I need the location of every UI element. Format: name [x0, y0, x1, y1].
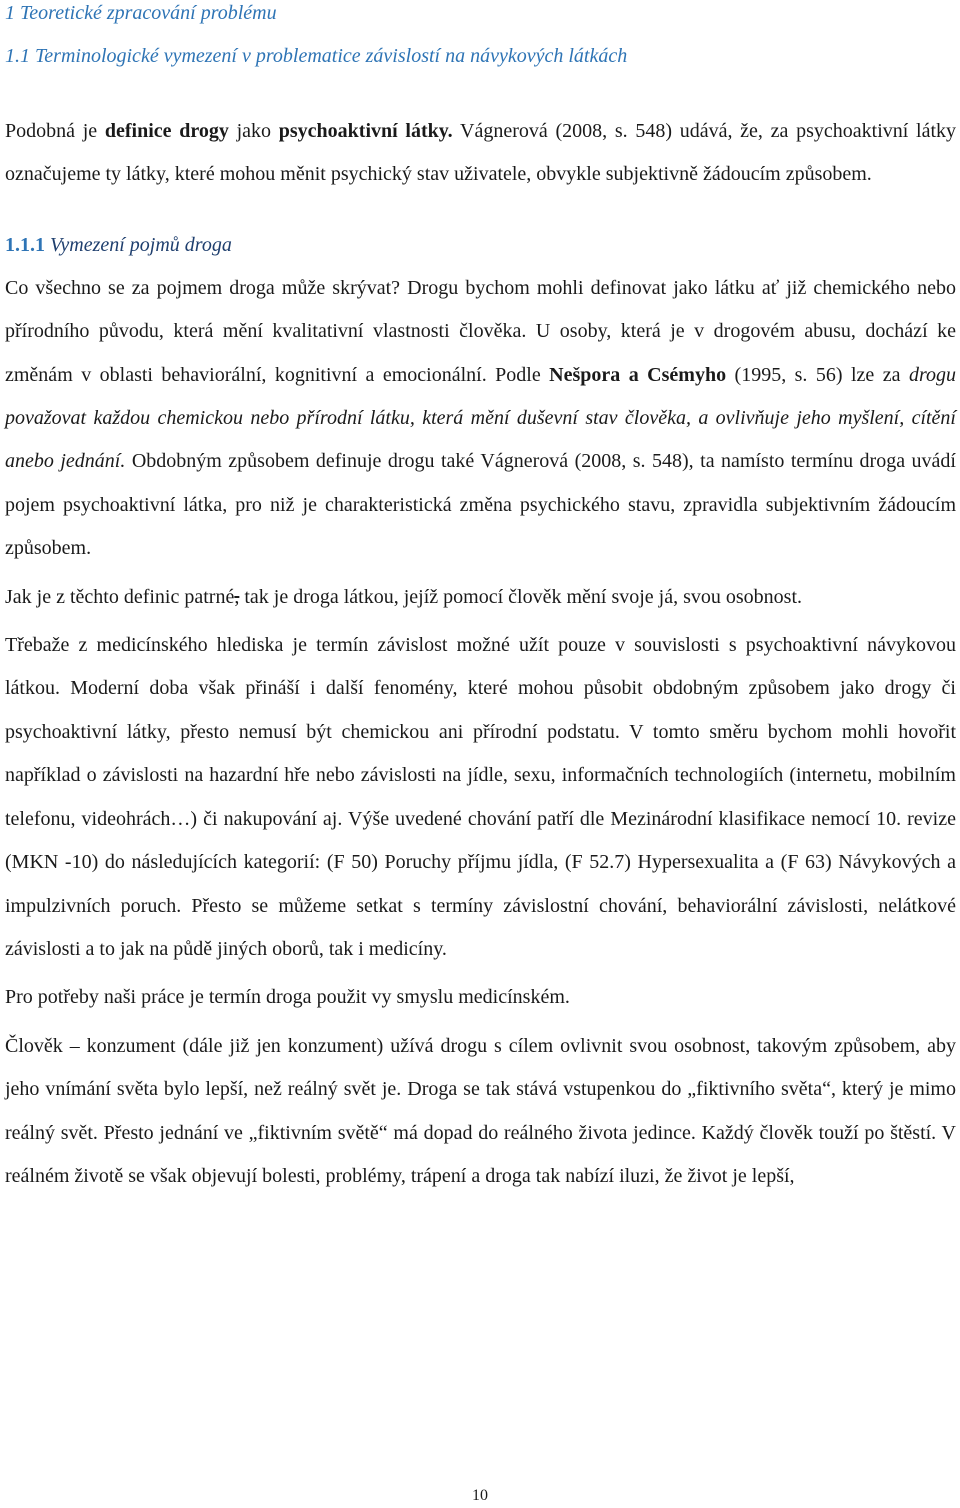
paragraph-conclusion: [5, 576, 956, 619]
text-run: Obdobným způsobem definuje drogu také Vágnerová (2008, s. 548), ta namísto termínu droga uvádí pojem psychoaktivní látka, pro niž je charakteristická změna psychického stavu, zpravidla subjektivním žádoucím způsobem.: [5, 450, 956, 560]
bold-term-psychoactive: psychoaktivní látky.: [278, 120, 453, 142]
text-run: Vágnerová (2008, s. 548) udává, že, za psychoaktivní látky označujeme ty látky, které mohou měnit psychický stav uživatele, obvykle subjektivně žádoucím způsobem.: [5, 120, 957, 186]
document-page: [5, 0, 956, 1198]
text-run: jako: [228, 120, 279, 142]
text-run: tak je droga látkou, jejíž pomocí člověk mění svoje já, svou osobnost.: [239, 585, 803, 608]
paragraph-psychoactive-definition: [5, 110, 956, 197]
bold-author-citation: Nešpora a Csémyho: [549, 363, 727, 386]
paragraph-drug-definition: [5, 267, 956, 571]
italic-quote: drogu považovat každou chemickou nebo přírodní látku, která mění duševní stav člověka, a ovlivňuje jeho myšlení, cítění anebo jednání.: [5, 363, 956, 473]
subsection-title: Vymezení pojmů droga: [45, 233, 232, 256]
struck-comma: ,: [234, 585, 240, 608]
text-run: Jak je z těchto definic patrné: [5, 585, 235, 608]
subsection-heading: [5, 233, 956, 257]
text-run: Podobná je: [5, 120, 105, 142]
text-run: (1995, s. 56) lze za: [726, 363, 909, 386]
bold-term-drug-definition: definice drogy: [104, 120, 229, 142]
paragraph-medical-sense: Pro potřeby naši práce je termín droga použit vy smyslu medicínském.: [5, 986, 570, 1009]
subsection-number: 1.1.1: [5, 233, 45, 256]
page-number: 10: [472, 1487, 488, 1504]
paragraph-behavioral-addiction: Třebaže z medicínského hlediska je termín závislost možné užít pouze v souvislosti s psychoaktivní návykovou látkou. Moderní doba však přináší i další fenomény, které mohou působit obdobným způsobem jako drogy či psychoaktivní látky, přesto nemusí být chemickou ani přírodní podstatu. V tomto směru bychom mohli hovořit například o závislosti na hazardní hře nebo závislosti na jídle, sexu, informačních technologiích (internetu, mobilním telefonu, videohrách…) či nakupování aj. Výše uvedené chování patří dle Mezinárodní klasifikace nemocí 10. revize (MKN -10) do následujících kategorií: (F 50) Poruchy příjmu jídla, (F 52.7) Hypersexualita a (F 63) Návykových a impulzivních poruch. Přesto se můžeme setkat s termíny závislostní chování, behaviorální závislosti, nelátkové závislosti a to jak na půdě jiných oborů, tak i medicíny.: [5, 634, 956, 960]
section-heading: 1.1 Terminologické vymezení v problematice závislostí na návykových látkách: [5, 45, 628, 67]
paragraph-consumer: Člověk – konzument (dále již jen konzument) užívá drogu s cílem ovlivnit svou osobnost, takovým způsobem, aby jeho vnímání světa bylo lepší, než reálný svět je. Droga se tak stává vstupenkou do „fiktivního světa“, který je mimo reálný svět. Přesto jednání ve „fiktivním světě“ má dopad do reálného života jedince. Každý člověk touží po štěstí. V reálném životě se však objevují bolesti, problémy, trápení a droga tak nabízí iluzi, že život je lepší,: [5, 1034, 956, 1187]
chapter-heading: 1 Teoretické zpracování problému: [5, 2, 277, 24]
text-run: Co všechno se za pojmem droga může skrývat? Drogu bychom mohli definovat jako látku ať již chemického nebo přírodního původu, která mění kvalitativní vlastnosti člověka. U osoby, která je v drogovém abusu, dochází ke změnám v oblasti behaviorální, kognitivní a emocionální. Podle: [5, 276, 956, 386]
